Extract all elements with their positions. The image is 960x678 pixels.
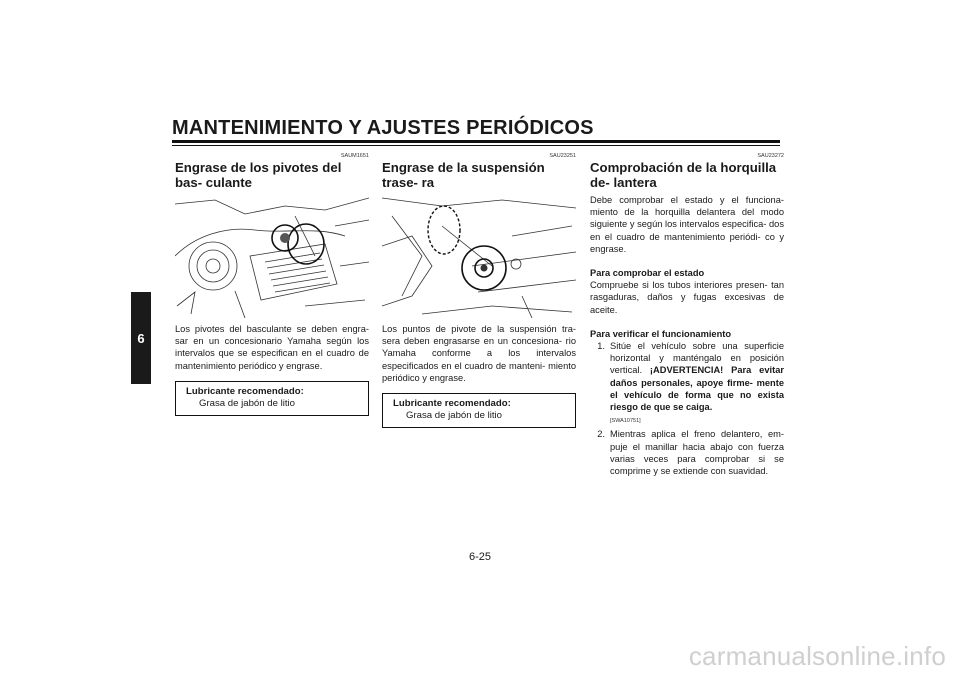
lubricant-label: Lubricante recomendado:: [393, 398, 511, 410]
rear-suspension-illustration: [382, 196, 576, 318]
list-item: [590, 428, 784, 477]
lubricant-box: [382, 393, 576, 428]
lubricant-box: [175, 381, 369, 416]
lubricant-value: Grasa de jabón de litio: [199, 397, 295, 409]
chapter-tab-label: 6: [137, 330, 145, 346]
lubricant-value: Grasa de jabón de litio: [406, 410, 502, 422]
section-code: SAU23272: [757, 153, 784, 159]
step-text: Sitúe el vehículo sobre una superficie horizontal y manténgalo en posición vertical.: [610, 341, 784, 376]
step-text: Mientras aplica el freno delantero, em- puje el manillar hacia abajo con fuerza varias veces para comprobar si se comprime y se extiende con suavidad.: [610, 429, 784, 477]
operation-heading: Para verificar el funcionamiento: [590, 328, 732, 339]
step-number: 1.: [597, 341, 605, 352]
watermark-logo: carmanualsonline.info: [688, 641, 946, 671]
lubricant-label: Lubricante recomendado:: [186, 385, 304, 397]
operation-steps: [590, 340, 784, 477]
chapter-tab: [131, 292, 151, 384]
page-number: 6-25: [468, 551, 492, 563]
swingarm-pivot-illustration: [175, 196, 369, 318]
section-front-fork: [590, 152, 784, 477]
section-intro: Debe comprobar el estado y el funciona- miento de la horquilla delantera del modo siguiente y según los intervalos especifica- dos en el cuadro de mantenimiento periódi- co y engrase.: [590, 195, 784, 254]
page-title: MANTENIMIENTO Y AJUSTES PERIÓDICOS: [172, 117, 594, 139]
warning-text: ¡ADVERTENCIA! Para evitar daños personales, apoye firme- mente el vehículo de forma que no exista riesgo de que se caiga.: [610, 365, 784, 413]
header-rule: [172, 140, 780, 143]
section-code: SAU23251: [549, 153, 576, 159]
section-rear-suspension: [382, 152, 576, 428]
section-body: Los puntos de pivote de la suspensión tra- sera deben engrasarse en un concesiona- rio Yamaha conforme a los intervalos especificados en el cuadro de manteni- miento periódico y engrase.: [382, 324, 576, 383]
section-body: Los pivotes del basculante se deben engra- sar en un concesionario Yamaha según los intervalos que se especifican en el cuadro de mantenimiento periódico y engrase.: [175, 324, 369, 371]
section-title: Engrase de los pivotes del bas- culante: [175, 160, 342, 190]
step-number: 2.: [597, 429, 605, 440]
section-title: Engrase de la suspensión trase- ra: [382, 160, 545, 190]
list-item: [590, 340, 784, 428]
section-code: SAUM1651: [340, 153, 369, 159]
warning-code: [SWA10751]: [610, 418, 641, 425]
condition-heading: Para comprobar el estado: [590, 268, 705, 279]
section-title: Comprobación de la horquilla de- lantera: [590, 160, 777, 190]
header-rule-thin: [172, 145, 780, 146]
section-swingarm: [175, 152, 369, 416]
condition-text: Compruebe si los tubos interiores presen- tan rasgaduras, daños y fugas excesivas de aceite.: [590, 280, 784, 315]
